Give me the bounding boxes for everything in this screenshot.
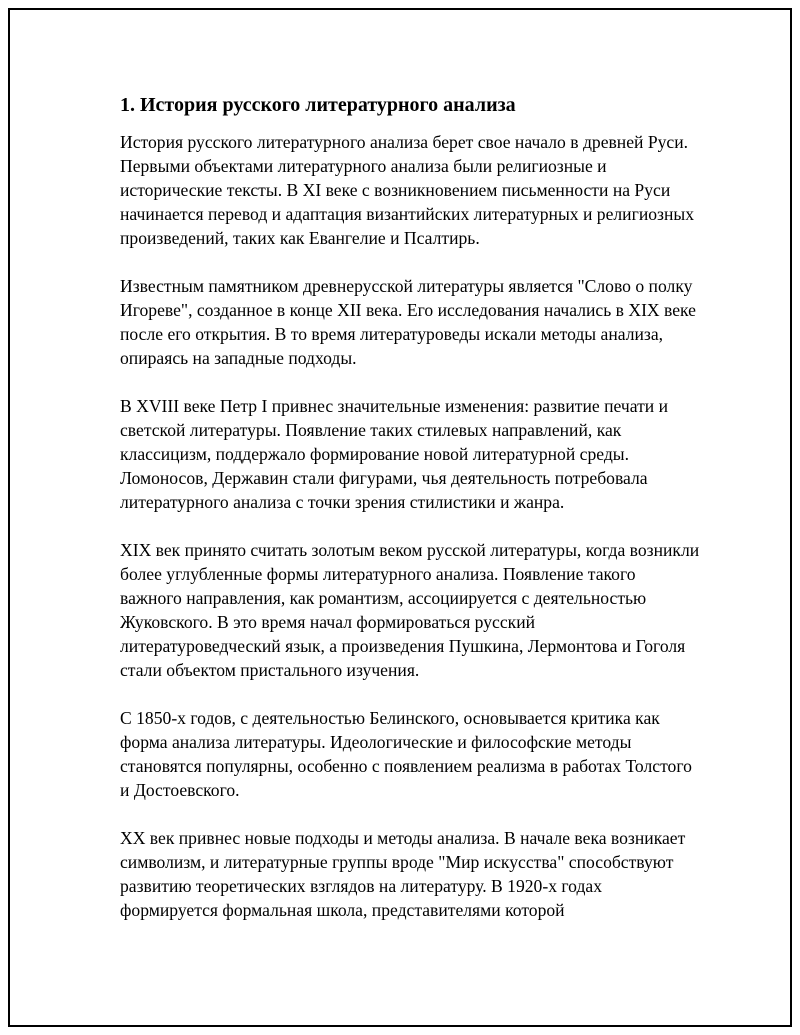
paragraph-3: В XVIII веке Петр I привнес значительные изменения: развитие печати и светской литературы. Появление таких стилевых направлений, как классицизм, поддержало формирование новой литературной среды. Ломоносов, Державин стали фигурами, чья деятельность потребовала литературного анализа с точки зрения стилистики и жанра. — [120, 396, 668, 512]
document-body — [120, 92, 700, 946]
paragraph-5: С 1850-х годов, с деятельностью Белинского, основывается критика как форма анализа литературы. Идеологические и философские методы становятся популярны, особенно с появлением реализма в работах Толстого и Достоевского. — [120, 708, 692, 800]
paragraph-4: XIX век принято считать золотым веком русской литературы, когда возникли более углубленные формы литературного анализа. Появление такого важного направления, как романтизм, ассоциируется с деятельностью Жуковского. В это время начал формироваться русский литературоведческий язык, а произведения Пушкина, Лермонтова и Гоголя стали объектом пристального изучения. — [120, 540, 700, 680]
page-frame — [8, 8, 792, 1027]
section-heading: 1. История русского литературного анализа — [120, 94, 516, 116]
paragraph-6: XX век привнес новые подходы и методы анализа. В начале века возникает символизм, и литературные группы вроде "Мир искусства" способствуют развитию теоретических взглядов на литературу. В 1920-х годах формируется формальная школа, представителями которой — [120, 828, 686, 920]
paragraph-1: История русского литературного анализа берет свое начало в древней Руси. Первыми объектами литературного анализа были религиозные и исторические тексты. В XI веке с возникновением письменности на Руси начинается перевод и адаптация византийских литературных и религиозных произведений, таких как Евангелие и Псалтирь. — [120, 132, 695, 248]
paragraph-2: Известным памятником древнерусской литературы является "Слово о полку Игореве", созданное в конце XII века. Его исследования начались в XIX веке после его открытия. В то время литературоведы искали методы анализа, опираясь на западные подходы. — [120, 276, 696, 368]
